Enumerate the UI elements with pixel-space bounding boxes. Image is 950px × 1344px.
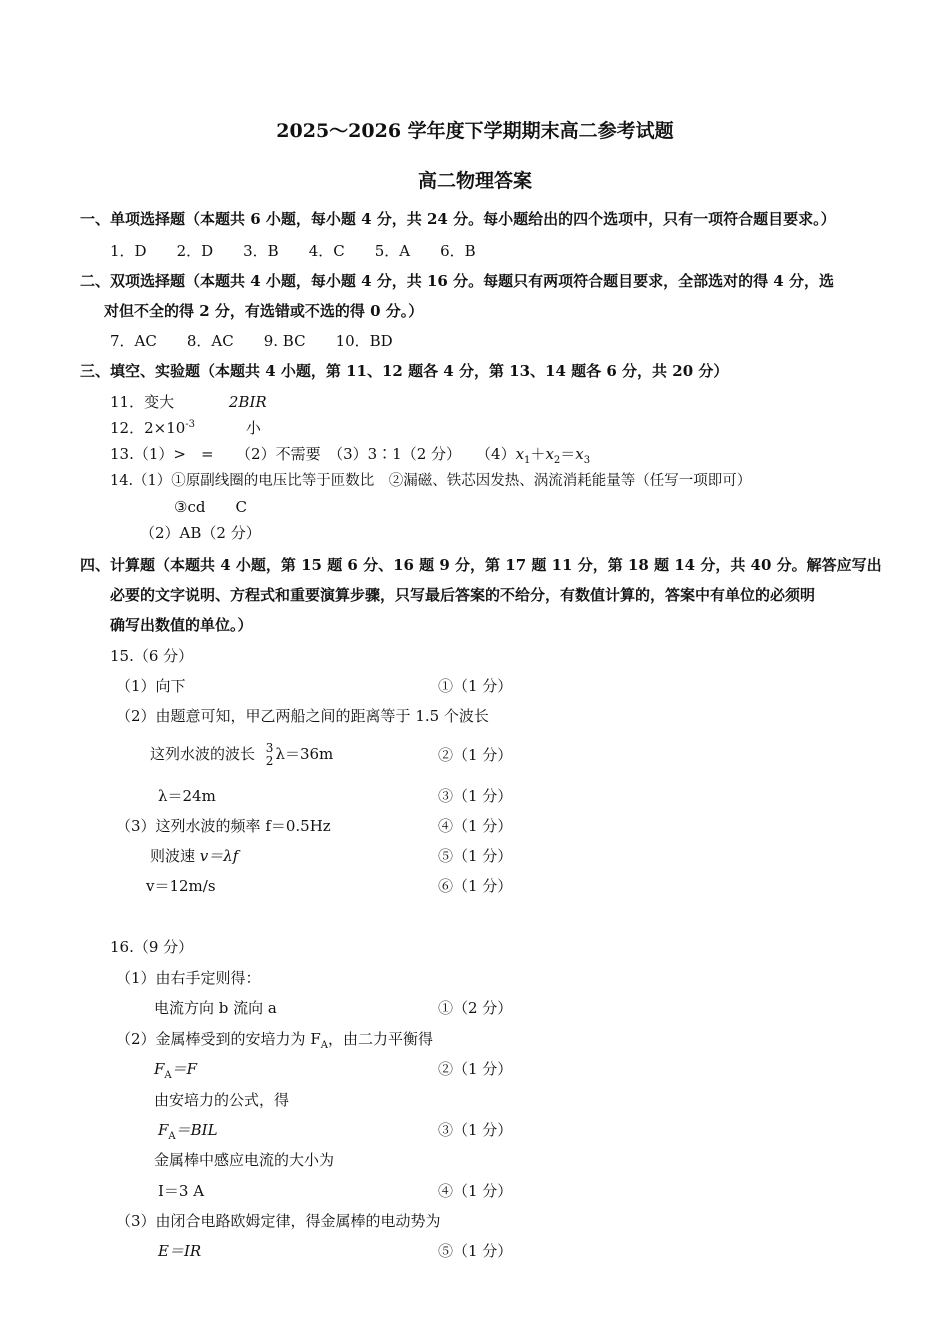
q11-answer (110, 392, 267, 412)
q15-step3 (150, 740, 333, 768)
q16-title: 16.（9 分） (110, 938, 194, 956)
q16-step4-sub: A (164, 1070, 172, 1081)
q12-value: 12．2×10 (110, 419, 186, 437)
q16-step6-sub: A (168, 1131, 176, 1142)
q15-title: 15.（6 分） (110, 647, 194, 665)
q16-step5: 由安培力的公式，得 (154, 1091, 290, 1109)
q13-x2: x (545, 445, 554, 463)
section4-heading-cont2: 确写出数值的单位。） (110, 616, 253, 634)
q15-step3-equation: λ＝36m (275, 745, 334, 763)
document-title: 2025～2026 学年度下学期期末高二参考试题 (276, 120, 674, 142)
section2-heading: 二、双项选择题（本题共 4 小题，每小题 4 分，共 16 分。每题只有两项符合题目要求，全部选对的得 4 分，选 (80, 272, 834, 290)
section1-answers: 1．D 2．D 3．B 4．C 5．A 6．B (110, 242, 476, 260)
q15-step4: λ＝24m (158, 787, 216, 805)
q16-step7: 金属棒中感应电流的大小为 (154, 1151, 335, 1169)
q16-step4 (154, 1059, 197, 1079)
q15-step5 (116, 816, 331, 836)
section2-answers: 7．AC 8．AC 9. BC 10．BD (110, 332, 393, 350)
q16-step10: E＝IR (158, 1242, 202, 1260)
q16-step2-score: ①（2 分） (438, 999, 513, 1017)
q13-x1: x (515, 445, 525, 463)
q13-plus: ＋ (530, 445, 546, 463)
fraction (266, 742, 274, 768)
q16-step6-symbol: F (158, 1121, 169, 1139)
q16-step4-equation: ＝F (171, 1060, 198, 1078)
q16-step10-score: ⑤（1 分） (438, 1242, 513, 1260)
q13-text: 13.（1）> = （2）不需要 （3）3∶1（2 分） （4） (110, 445, 516, 463)
q15-step6-equation: v＝λf (199, 847, 239, 865)
q13-answer (110, 444, 590, 464)
q15-step3-score: ②（1 分） (438, 746, 513, 764)
section1-heading: 一、单项选择题（本题共 6 小题，每小题 4 分，共 24 分。每小题给出的四个选项中，只有一项符合题目要求。） (80, 210, 836, 228)
q16-step6-equation: ＝BIL (175, 1121, 218, 1139)
fraction-denominator: 2 (265, 754, 274, 768)
q11-label: 11．变大 (110, 393, 175, 411)
q16-step9: （3）由闭合电路欧姆定律，得金属棒的电动势为 (116, 1212, 441, 1230)
q15-step6-score: ⑤（1 分） (438, 847, 513, 865)
q15-step4-score: ③（1 分） (438, 787, 513, 805)
q15-step1-score: ①（1 分） (438, 677, 513, 695)
fraction-numerator: 3 (265, 741, 274, 755)
q16-step3-text-cont: ，由二力平衡得 (327, 1030, 433, 1048)
q15-step7: v＝12m/s (146, 877, 216, 895)
section2-heading-cont: 对但不全的得 2 分，有选错或不选的得 0 分。） (104, 302, 424, 320)
q16-step6 (158, 1120, 218, 1140)
q15-step1: （1）向下 (116, 677, 186, 695)
q14-part2: （2）AB（2 分） (140, 524, 261, 542)
q12-exponent: -3 (185, 419, 196, 430)
q15-step2: （2）由题意可知，甲乙两船之间的距离等于 1.5 个波长 (116, 707, 489, 725)
q16-step4-symbol: F (154, 1060, 165, 1078)
q15-step5-equation: f＝0.5Hz (265, 817, 331, 835)
q16-step6-score: ③（1 分） (438, 1121, 513, 1139)
q12-second: 小 (245, 419, 261, 437)
q16-step3-text: （2）金属棒受到的安培力为 F (116, 1030, 321, 1048)
q13-x3: x (575, 445, 584, 463)
section3-heading: 三、填空、实验题（本题共 4 小题，第 11、12 题各 4 分，第 13、14 题各 6 分，共 20 分） (80, 362, 729, 380)
q15-step6-text: 则波速 (150, 847, 200, 865)
q14-part1-cont: ③cd C (174, 498, 247, 516)
q16-step3-sub: A (320, 1040, 328, 1051)
q14-part1: 14.（1）①原副线圈的电压比等于匝数比 ②漏磁、铁芯因发热、涡流消耗能量等（任写一项即可） (110, 473, 752, 489)
q15-step6 (150, 846, 238, 866)
q16-step1: （1）由右手定则得： (116, 969, 261, 987)
q16-step8-score: ④（1 分） (438, 1182, 513, 1200)
q12-answer (110, 418, 261, 438)
q11-expression: 2BIR (228, 393, 267, 411)
q16-step8: I＝3 A (158, 1182, 205, 1200)
q16-step3 (116, 1029, 433, 1049)
q15-step7-score: ⑥（1 分） (438, 877, 513, 895)
q15-step5-score: ④（1 分） (438, 817, 513, 835)
q15-step3-text: 这列水波的波长 (150, 745, 256, 763)
document-subtitle: 高二物理答案 (417, 170, 532, 192)
q16-step2: 电流方向 b 流向 a (154, 999, 277, 1017)
q16-step4-score: ②（1 分） (438, 1060, 513, 1078)
q13-sub1: 1 (524, 455, 531, 466)
q15-step5-text: （3）这列水波的频率 (116, 817, 266, 835)
q13-equals: ＝ (560, 445, 576, 463)
q13-sub3: 3 (583, 455, 591, 466)
q13-sub2: 2 (553, 455, 561, 466)
section4-heading: 四、计算题（本题共 4 小题，第 15 题 6 分、16 题 9 分，第 17 题 11 分，第 18 题 14 分，共 40 分。解答应写出 (80, 556, 882, 574)
section4-heading-cont1: 必要的文字说明、方程式和重要演算步骤，只写最后答案的不给分，有数值计算的，答案中有单位的必须明 (110, 586, 816, 604)
